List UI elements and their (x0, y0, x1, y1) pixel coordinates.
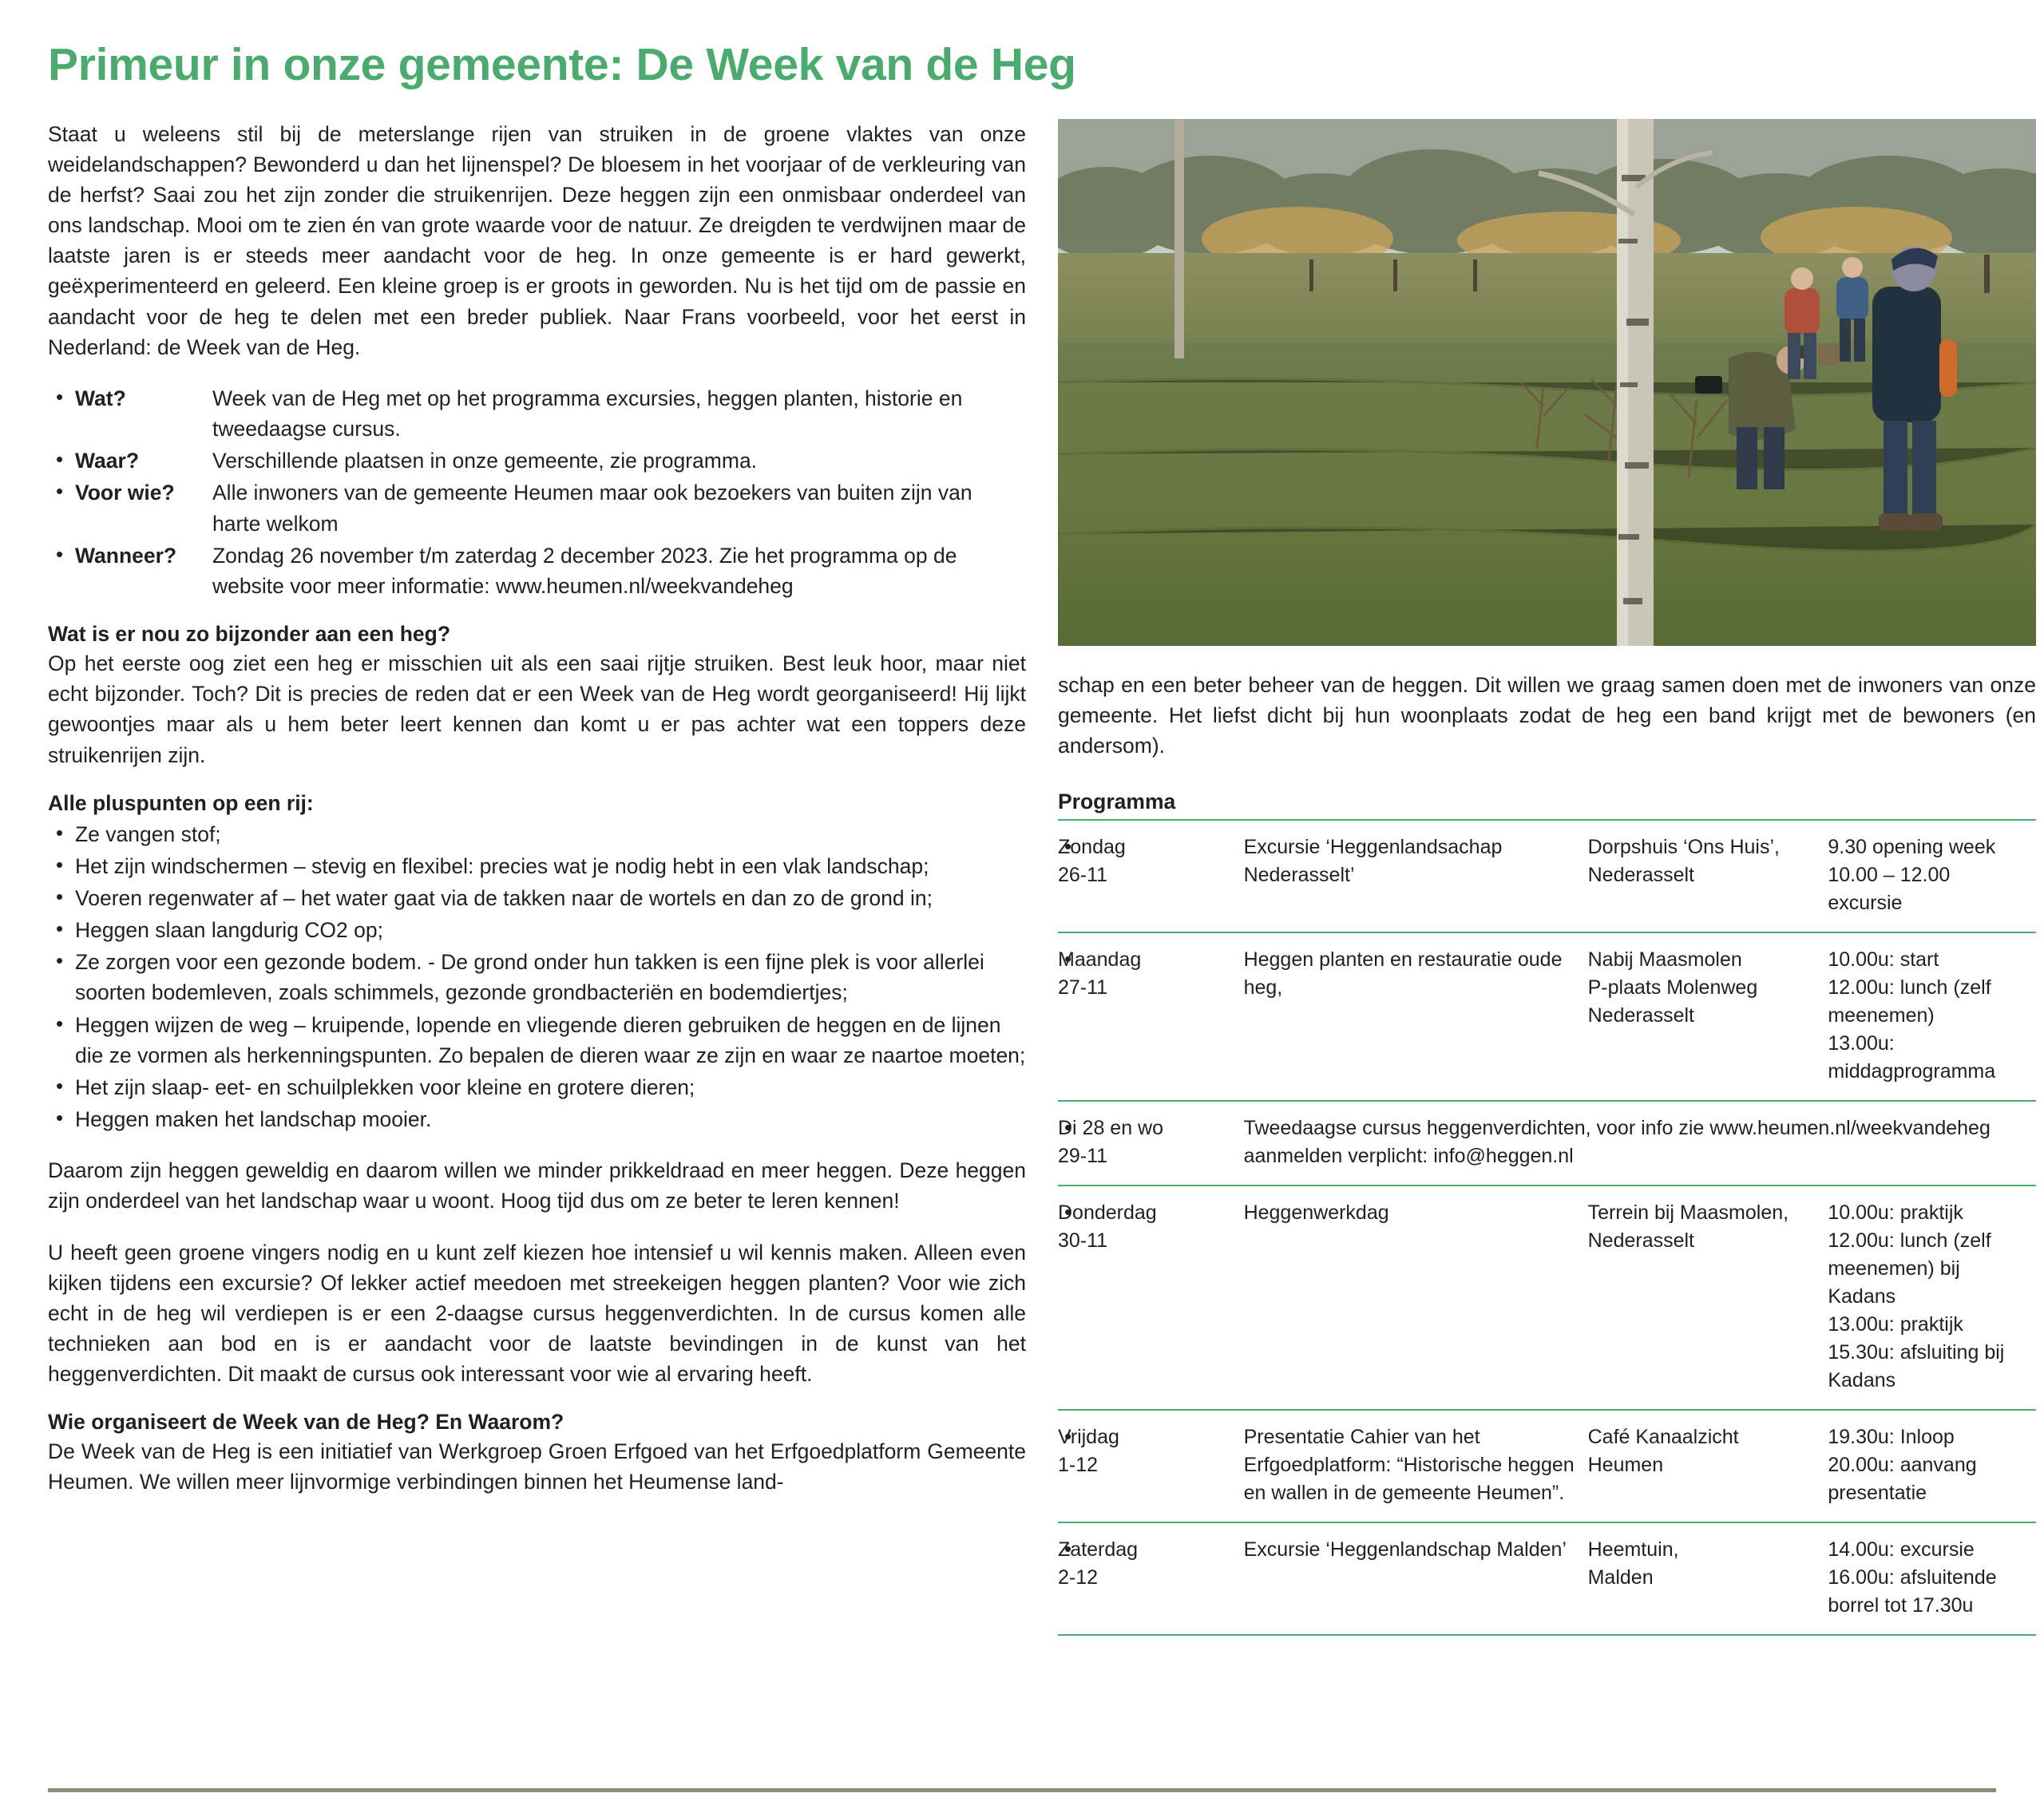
fact-text: Alle inwoners van de gemeente Heumen maar ook bezoekers van buiten zijn van harte welkom (212, 481, 972, 536)
list-item: • Heggen wijzen de weg – kruipende, lopende en vliegende dieren gebruiken de heggen en de lijnen die ze vormen als herkenningspunten. Zo bepalen de dieren waar ze zijn en waar ze naartoe moeten; (48, 1010, 1026, 1071)
paragraph-groene-vingers: U heeft geen groene vingers nodig en u kunt zelf kiezen hoe intensief u wil kennis maken. Alleen even kijken tijdens een excursie? Of lekker actief meedoen met streekeigen heggen planten? Voor wie zich echt in de heg wil verdiepen is er een 2-daagse cursus heggenverdichten. In de cursus komen alle technieken aan bod en is er aandacht voor de laatste bevindingen in de kunst van het heggenverdichten. Dit maakt de cursus ook interessant voor wie al ervaring heeft. (48, 1240, 1026, 1387)
two-column-layout (48, 119, 2036, 1636)
programma-where: Heemtuin, Malden (1588, 1522, 1828, 1635)
programma-wide-text: Tweedaagse cursus heggenverdichten, voor info zie www.heumen.nl/weekvandeheg aanmelden verplicht: info@heggen.nl (1244, 1101, 2036, 1186)
section-heading-bijzonder: Wat is er nou zo bijzonder aan een heg? (48, 622, 451, 647)
programma-when: • Vrijdag 1-12 (1058, 1410, 1244, 1522)
programma-table (1058, 819, 2036, 1636)
fact-label: • Wat? (75, 386, 126, 410)
list-item (48, 383, 1026, 444)
fact-label: • Waar? (75, 449, 140, 473)
programma-time: 9.30 opening week 10.00 – 12.00 excursie (1828, 820, 2036, 932)
fact-text: Week van de Heg met op het programma excursies, heggen planten, historie en tweedaagse cursus. (212, 386, 963, 441)
programma-what: Presentatie Cahier van het Erfgoedplatform: “Historische heggen en wallen in de gemeente Heumen”. (1244, 1410, 1588, 1522)
left-column (48, 119, 1026, 1498)
list-item: • Heggen maken het landschap mooier. (48, 1104, 1026, 1134)
programma-what: Excursie ‘Heggenlandsachap Nederasselt’ (1244, 820, 1588, 932)
list-item: • Heggen slaan langdurig CO2 op; (48, 915, 1026, 945)
section-heading-wie: Wie organiseert de Week van de Heg? En Waarom? (48, 1410, 564, 1435)
table-row (1058, 1410, 2036, 1522)
section-text-wie-left: De Week van de Heg is een initiatief van Werkgroep Groen Erfgoed van het Erfgoedplatform Gemeente Heumen. We willen meer lijnvormige verbindingen binnen het Heumense land- (48, 1439, 1026, 1494)
list-item: • Ze zorgen voor een gezonde bodem. - De grond onder hun takken is een fijne plek is voor allerlei soorten bodemleven, zoals schimmels, gezonde grondbacteriën en bodemdiertjes; (48, 947, 1026, 1007)
pluspunten-list (48, 819, 1026, 1135)
programma-when: • Maandag 27-11 (1058, 932, 1244, 1101)
list-item (48, 477, 1026, 538)
programma-time: 19.30u: Inloop 20.00u: aanvang presentatie (1828, 1410, 2036, 1522)
table-row (1058, 932, 2036, 1101)
section-text-bijzonder: Op het eerste oog ziet een heg er misschien uit als een saai rijtje struiken. Best leuk hoor, maar niet echt bijzonder. Toch? Dit is precies de reden dat er een Week van de Heg wordt georganiseerd! Hij lijkt gewoontjes maar als u hem beter leert kennen dan komt u er pas achter wat een toppers deze struikenrijen zijn. (48, 651, 1026, 767)
fact-text: Zondag 26 november t/m zaterdag 2 december 2023. Zie het programma op de website voor meer informatie: www.heumen.nl/weekvandeheg (212, 543, 957, 598)
list-item (48, 540, 1026, 601)
fact-label: • Wanneer? (75, 543, 177, 568)
programma-where: Café Kanaalzicht Heumen (1588, 1410, 1828, 1522)
footer-divider (48, 1788, 1996, 1792)
list-item: • Ze vangen stof; (48, 819, 1026, 849)
table-row (1058, 1186, 2036, 1410)
programma-where: Nabij Maasmolen P-plaats Molenweg Nederasselt (1588, 932, 1828, 1101)
programma-time: 14.00u: excursie 16.00u: afsluitende borrel tot 17.30u (1828, 1522, 2036, 1635)
paragraph-daarom: Daarom zijn heggen geweldig en daarom willen we minder prikkeldraad en meer heggen. Deze heggen zijn onderdeel van het landschap waar u woont. Hoog tijd dus om ze beter te leren kennen! (48, 1158, 1026, 1213)
programma-when: • Donderdag 30-11 (1058, 1186, 1244, 1410)
right-column (1058, 119, 2036, 1636)
programma-where: Dorpshuis ‘Ons Huis’, Nederasselt (1588, 820, 1828, 932)
section-text-wie-right: schap en een beter beheer van de heggen. Dit willen we graag samen doen met de inwoners van onze gemeente. Het liefst dicht bij hun woonplaats zodat de heg een band krijgt met de bewoners (en andersom). (1058, 672, 2036, 758)
page-title: Primeur in onze gemeente: De Week van de Heg (48, 39, 1076, 90)
intro-paragraph: Staat u weleens stil bij de meterslange rijen van struiken in de groene vlaktes van onze weidelandschappen? Bewonderd u dan het lijnenspel? De bloesem in het voorjaar of de verkleuring van de herfst? Saai zou het zijn zonder die struikenrijen. Deze heggen zijn een onmisbaar onderdeel van ons landschap. Mooi om te zien én van grote waarde voor de natuur. Ze dreigden te verdwijnen maar de laatste jaren is er steeds meer aandacht voor de heg. In onze gemeente is er hard gewerkt, geëxperimenteerd en geleerd. Een kleine groep is er groots in geworden. Nu is het tijd om de passie en aandacht voor de heg te delen met een breder publiek. Naar Frans voorbeeld, voor het eerst in Nederland: de Week van de Heg. (48, 121, 1026, 359)
programma-what: Heggen planten en restauratie oude heg, (1244, 932, 1588, 1101)
list-item: • Het zijn windschermen – stevig en flexibel: precies wat je nodig hebt in een vlak landschap; (48, 851, 1026, 881)
programma-what: Excursie ‘Heggenlandschap Malden’ (1244, 1522, 1588, 1635)
table-row (1058, 820, 2036, 932)
programma-where: Terrein bij Maasmolen, Nederasselt (1588, 1186, 1828, 1410)
table-row (1058, 1522, 2036, 1635)
facts-list (48, 383, 1026, 601)
programma-heading: Programma (1058, 790, 1176, 814)
list-item: • Voeren regenwater af – het water gaat via de takken naar de wortels en dan zo de grond in; (48, 883, 1026, 913)
programma-time: 10.00u: start 12.00u: lunch (zelf meenemen) 13.00u: middagprogramma (1828, 932, 2036, 1101)
programma-when: • Zondag 26-11 (1058, 820, 1244, 932)
fact-label: • Voor wie? (75, 481, 175, 505)
programma-time: 10.00u: praktijk 12.00u: lunch (zelf meenemen) bij Kadans 13.00u: praktijk 15.30u: afsluiting bij Kadans (1828, 1186, 2036, 1410)
list-item (48, 445, 1026, 476)
hedge-planting-photo (1058, 119, 2036, 646)
section-heading-pluspunten: Alle pluspunten op een rij: (48, 790, 314, 815)
table-row (1058, 1101, 2036, 1186)
programma-when: • Di 28 en wo 29-11 (1058, 1101, 1244, 1186)
programma-what: Heggenwerkdag (1244, 1186, 1588, 1410)
list-item: • Het zijn slaap- eet- en schuilplekken voor kleine en grotere dieren; (48, 1072, 1026, 1102)
fact-text: Verschillende plaatsen in onze gemeente, zie programma. (212, 449, 758, 473)
programma-when: • Zaterdag 2-12 (1058, 1522, 1244, 1635)
